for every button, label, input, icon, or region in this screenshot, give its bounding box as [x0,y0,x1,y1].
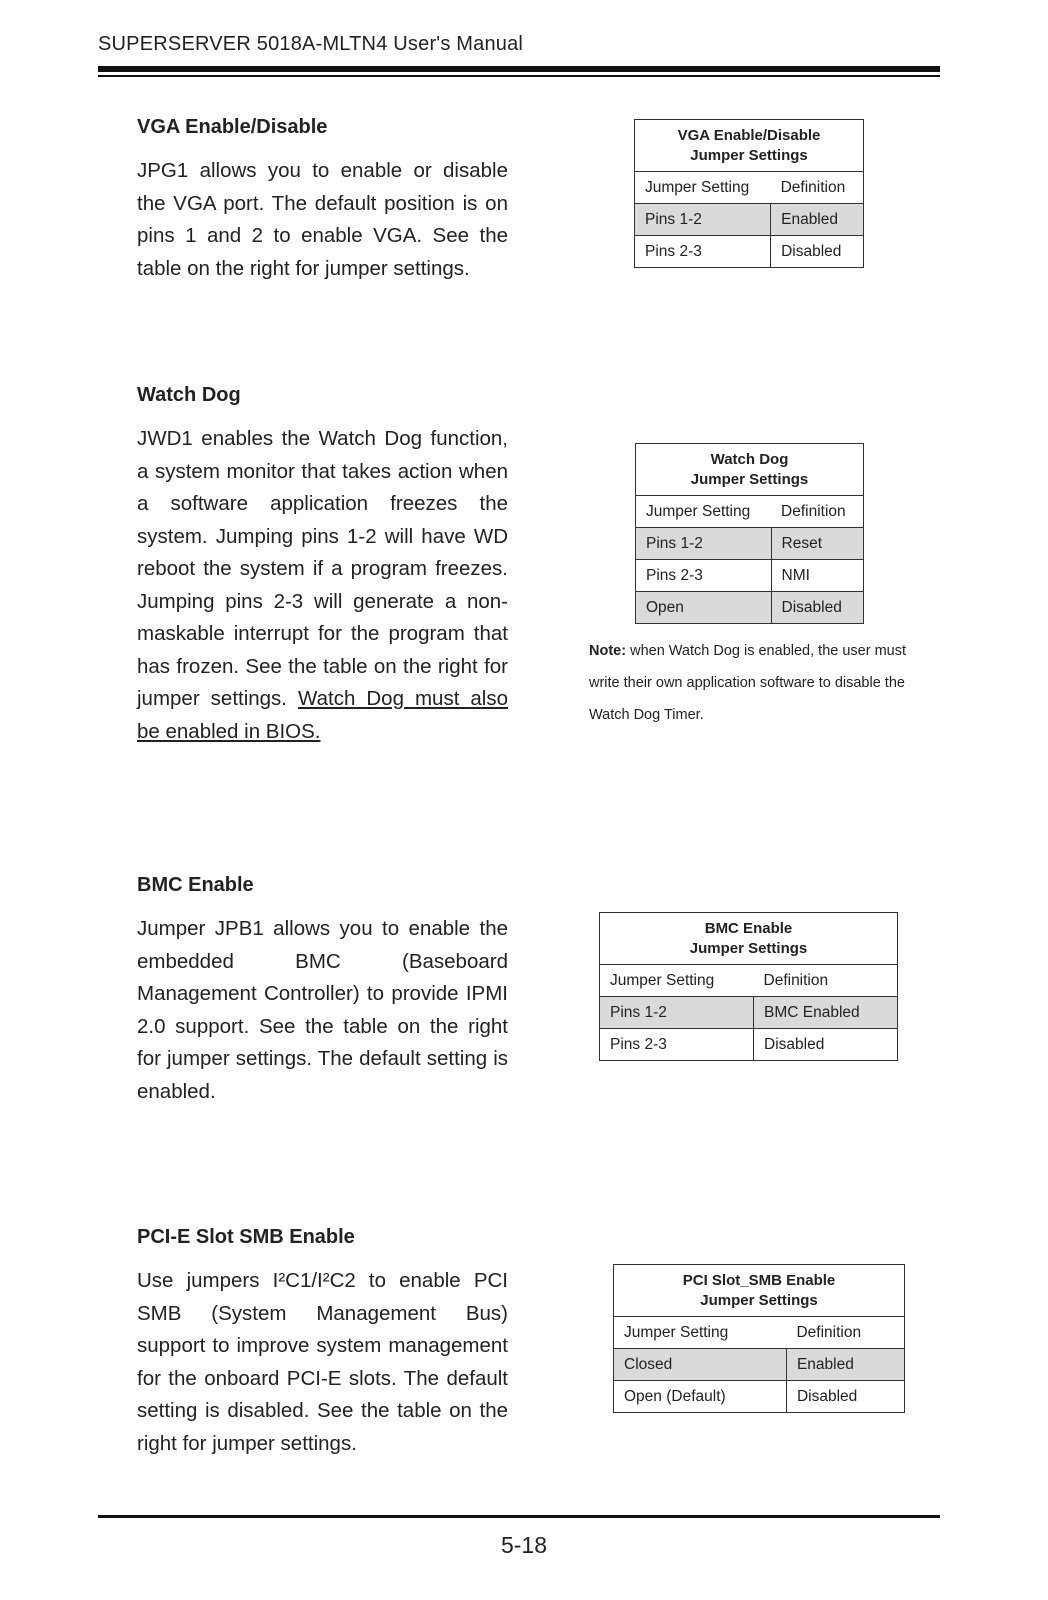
cell-setting: Open [636,592,772,624]
footer-rule [98,1515,940,1518]
table-title [635,120,864,172]
cell-definition: BMC Enabled [754,997,898,1029]
running-header: SUPERSERVER 5018A-MLTN4 User's Manual [98,33,524,55]
table-title-line2: Jumper Settings [700,1291,818,1309]
cell-setting: Pins 1-2 [635,204,771,236]
table-title [614,1265,905,1317]
table-title-line1: VGA Enable/Disable [677,127,821,144]
paragraph-text: JWD1 enables the Watch Dog function, a system monitor that takes action when a software application freezes the system. Jumping pins 1-2 will have WD reboot the system if a program freezes. Jumping pins 2-3 will generate a non-maskable interrupt for the program that has frozen. See the table on the right for jumper settings. [137,427,508,710]
page-number: 5-18 [500,1532,548,1558]
cell-definition: Reset [771,528,863,560]
header-rule-thin [98,75,940,77]
col-header-setting: Jumper Setting [636,496,772,528]
cell-setting: Pins 2-3 [600,1029,754,1061]
section-body-bmc [137,913,508,1108]
table-title-line2: Jumper Settings [690,146,808,164]
section-body-vga [137,155,508,285]
cell-setting: Pins 2-3 [636,560,772,592]
section-body-pcie-smb [137,1265,508,1460]
vga-jumper-table [634,119,864,268]
header-rule-thick [98,66,940,72]
watchdog-jumper-table [635,443,864,624]
section-paragraph: JPG1 allows you to enable or disable the VGA port. The default position is on pins 1 and 2 to enable VGA. See the table on the right for jumper settings. [137,159,508,280]
note-text: when Watch Dog is enabled, the user must write their own application software to disable the Watch Dog Timer. [589,643,907,723]
cell-definition: NMI [771,560,863,592]
section-title-watchdog: Watch Dog [137,384,241,406]
table-title-line1: Watch Dog [710,451,789,468]
col-header-definition: Definition [771,496,863,528]
table-row [635,204,864,236]
table-row [614,1349,905,1381]
table-row [600,997,898,1029]
cell-setting: Open (Default) [614,1381,787,1413]
table-title-line2: Jumper Settings [689,939,808,957]
note-label: Note: [589,643,627,659]
cell-definition: Enabled [771,204,864,236]
col-header-setting: Jumper Setting [614,1317,787,1349]
table-row [636,560,864,592]
section-title-bmc: BMC Enable [137,874,254,896]
cell-definition: Disabled [771,236,864,268]
cell-setting: Closed [614,1349,787,1381]
table-row [600,1029,898,1061]
table-title [636,444,864,496]
col-header-definition: Definition [754,965,898,997]
table-row [635,236,864,268]
cell-definition: Disabled [754,1029,898,1061]
section-paragraph: Use jumpers I²C1/I²C2 to enable PCI SMB (System Management Bus) support to improve system management for the onboard PCI-E slots. The default setting is disabled. See the table on the right for jumper settings. [137,1269,508,1455]
table-title-line1: BMC Enable [704,920,793,937]
cell-setting: Pins 1-2 [600,997,754,1029]
section-paragraph [137,423,508,748]
table-title-line2: Jumper Settings [690,470,809,488]
pcie-smb-jumper-table [613,1264,905,1413]
cell-definition: Disabled [786,1381,904,1413]
col-header-setting: Jumper Setting [635,172,771,204]
col-header-definition: Definition [771,172,864,204]
section-body-watchdog [137,423,508,748]
table-title-line1: PCI Slot_SMB Enable [682,1272,836,1289]
bios-requirement-text: Watch Dog must also be enabled in BIOS. [137,687,509,743]
col-header-setting: Jumper Setting [600,965,754,997]
table-row [636,528,864,560]
cell-definition: Enabled [786,1349,904,1381]
cell-definition: Disabled [771,592,863,624]
cell-setting: Pins 2-3 [635,236,771,268]
col-header-definition: Definition [786,1317,904,1349]
table-title [600,913,898,965]
section-title-vga: VGA Enable/Disable [137,116,328,138]
table-row [614,1381,905,1413]
section-title-pcie-smb: PCI-E Slot SMB Enable [137,1226,355,1248]
watchdog-note [589,635,919,731]
section-paragraph: Jumper JPB1 allows you to enable the embedded BMC (Baseboard Management Controller) to provide IPMI 2.0 support. See the table on the right for jumper settings. The default setting is enabled. [137,917,508,1103]
bmc-jumper-table [599,912,898,1061]
cell-setting: Pins 1-2 [636,528,772,560]
table-row [636,592,864,624]
